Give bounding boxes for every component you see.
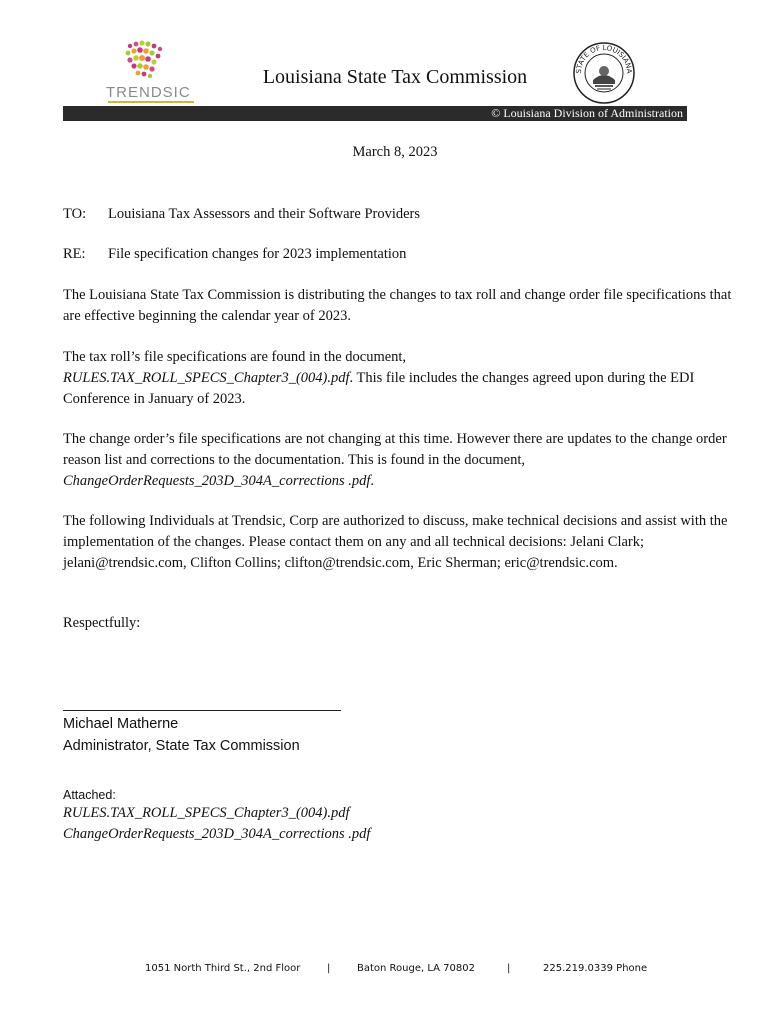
change-order-filename: ChangeOrderRequests_203D_304A_corrections .pdf [63, 473, 371, 489]
paragraph-3-end: . [370, 473, 375, 489]
footer-phone: 225.219.0339 Phone [543, 963, 648, 974]
paragraph-4-text: The following Individuals at Trendsic, Corp are authorized to discuss, make technical decisions and assist with the implementation of the changes. Please contact them on any and all technical decisions: Jelani Clark; jelani@trendsic.com, Clifton Collins; clifton@trendsic.com, Eric Sherman; eric@trendsic.com. [63, 513, 728, 571]
state-seal-icon [573, 42, 635, 104]
attachment-item: RULES.TAX_ROLL_SPECS_Chapter3_(004).pdf [63, 805, 350, 821]
signer-name: Michael Matherne [63, 716, 179, 732]
paragraph-4 [63, 511, 733, 574]
paragraph-3-text: The change order’s file specifications are not changing at this time. However there are updates to the change order reason list and corrections to the documentation. This is found in the document, [63, 431, 727, 468]
paragraph-3 [63, 429, 733, 492]
closing: Respectfully: [63, 615, 141, 631]
copyright-text: © Louisiana Division of Administration [491, 106, 683, 120]
paragraph-1 [63, 285, 733, 327]
logo-text: TRENDSIC [106, 84, 191, 101]
to-value: Louisiana Tax Assessors and their Software Providers [108, 206, 421, 222]
paragraph-2 [63, 347, 733, 410]
footer [63, 963, 713, 977]
attached-label: Attached: [63, 788, 116, 802]
letter-date: March 8, 2023 [352, 144, 438, 160]
logo-underline [108, 101, 194, 103]
page-title: Louisiana State Tax Commission [262, 66, 528, 88]
paragraph-2-rest: . This file includes the changes agreed upon during the EDI Conference in January of 2023. [63, 370, 695, 407]
signature-line [63, 710, 341, 711]
footer-address: 1051 North Third St., 2nd Floor [145, 963, 301, 974]
header-bar [63, 106, 687, 121]
footer-separator: | [327, 963, 331, 974]
footer-separator: | [507, 963, 511, 974]
re-value: File specification changes for 2023 implementation [108, 246, 407, 262]
to-label: TO: [63, 206, 87, 222]
attachment-item: ChangeOrderRequests_203D_304A_corrections .pdf [63, 826, 371, 842]
re-label: RE: [63, 246, 86, 262]
tax-roll-filename: RULES.TAX_ROLL_SPECS_Chapter3_(004).pdf [63, 370, 350, 386]
paragraph-2-intro: The tax roll’s file specifications are found in the document, [63, 349, 407, 365]
paragraph-1-text: The Louisiana State Tax Commission is distributing the changes to tax roll and change order file specifications that are effective beginning the calendar year of 2023. [63, 287, 732, 324]
svg-text:STATE OF LOUISIANA: STATE OF LOUISIANA [574, 43, 634, 74]
signer-title: Administrator, State Tax Commission [63, 738, 300, 754]
footer-city: Baton Rouge, LA 70802 [357, 963, 475, 974]
